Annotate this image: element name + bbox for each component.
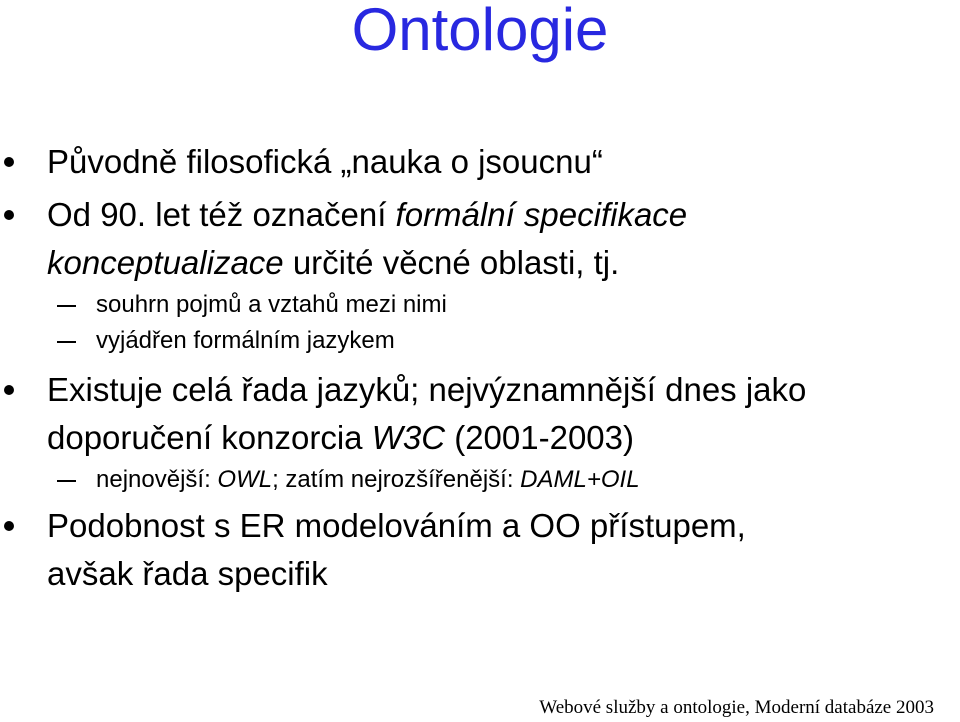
- bullet-3: [0, 366, 960, 462]
- bullet-dot-icon: [4, 521, 14, 531]
- slide-footer: Webové služby a ontologie, Moderní databáze 2003: [539, 697, 934, 718]
- bullet-3-line-2: [47, 414, 960, 462]
- bullet-4-line-2: [47, 550, 960, 598]
- bullet-4-text-b: avšak řada specifik: [47, 555, 328, 592]
- bullet-3-line-1: [47, 366, 960, 414]
- bullet-2-italic-a: formální specifikace: [395, 196, 688, 233]
- bullet-3-italic-w3c: W3C: [371, 419, 446, 456]
- dash-icon: [57, 341, 76, 343]
- bullet-4-line-1: [47, 502, 960, 550]
- dash-icon: [57, 305, 76, 307]
- bullet-2-line-2: [47, 239, 960, 287]
- slide-content: [0, 138, 960, 598]
- sub-bullet-2-2-text: vyjádřen formálním jazykem: [96, 327, 395, 354]
- bullet-2-italic-b: konceptualizace: [47, 244, 284, 281]
- bullet-dot-icon: [4, 385, 14, 395]
- bullet-1-line-1: [47, 138, 960, 186]
- bullet-1-text: Původně filosofická „nauka o jsoucnu“: [47, 143, 603, 180]
- sub-bullet-3-1-text-a: nejnovější:: [96, 466, 218, 493]
- bullet-2-line-1: [47, 191, 960, 239]
- sub-bullet-3-1-italic-daml: DAML+OIL: [520, 466, 640, 493]
- bullet-2-text-a: Od 90. let též označení: [47, 196, 396, 233]
- bullet-2: [0, 191, 960, 287]
- bullet-4-text-a: Podobnost s ER modelováním a OO přístupem,: [47, 507, 746, 544]
- sub-bullet-2-2: [0, 323, 960, 359]
- sub-bullet-2-1-text: souhrn pojmů a vztahů mezi nimi: [96, 291, 447, 318]
- bullet-3-text-b: doporučení konzorcia: [47, 419, 372, 456]
- bullet-3-text-c: (2001-2003): [445, 419, 635, 456]
- sub-bullet-3-1-text-b: ; zatím nejrozšířenější:: [272, 466, 521, 493]
- sub-bullet-2-1: [0, 287, 960, 323]
- bullet-2-text-b: určité věcné oblasti, tj.: [283, 244, 620, 281]
- dash-icon: [57, 480, 76, 482]
- spacer: [0, 359, 960, 366]
- bullet-dot-icon: [4, 157, 14, 167]
- bullet-3-text-a: Existuje celá řada jazyků; nejvýznamnější dnes jako: [47, 371, 807, 408]
- sub-bullet-3-1: [0, 462, 960, 498]
- bullet-4: [0, 502, 960, 598]
- slide-title: Ontologie: [351, 0, 609, 63]
- bullet-1: [0, 138, 960, 186]
- sub-bullet-3-1-italic-owl: OWL: [217, 466, 273, 493]
- bullet-dot-icon: [4, 210, 14, 220]
